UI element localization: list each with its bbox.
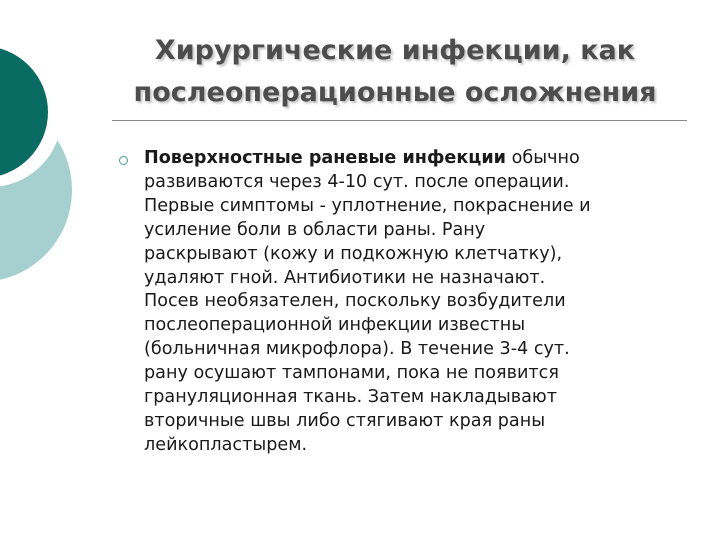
text-line-1-rest: обычно [505, 148, 580, 168]
text-line-3: Первые симптомы - уплотнение, покраснение и [144, 195, 591, 216]
dark-teal-circle [0, 46, 48, 178]
text-line-4: усиление боли в области раны. Рану [144, 219, 486, 240]
slide-title [105, 30, 685, 114]
text-line-8: послеоперационной инфекции известны [144, 315, 526, 336]
light-teal-circle [0, 98, 72, 282]
text-line-11: грануляционная ткань. Затем накладывают [144, 387, 557, 408]
text-line-13: лейкопластырем. [144, 434, 308, 455]
text-line-12: вторичные швы либо стягивают края раны [144, 410, 546, 431]
white-ring [0, 43, 62, 187]
title-line-1: Хирургические инфекции, как [154, 35, 636, 66]
bullet-circle-icon [119, 156, 128, 165]
text-line-10: рану осушают тампонами, пока не появится [144, 363, 559, 384]
text-line-2: развиваются через 4-10 сут. после операции. [144, 171, 570, 192]
text-line-6: удаляют гной. Антибиотики не назначают. [144, 267, 546, 288]
title-line-2: послеоперационные осложнения [133, 77, 657, 108]
text-line-9: (больничная микрофлора). В течение 3-4 сут. [144, 339, 570, 360]
text-line-1 [144, 147, 692, 171]
bullet-text [144, 147, 692, 458]
title-divider [112, 120, 687, 121]
decorative-circles [0, 0, 110, 300]
lead-term: Поверхностные раневые инфекции [144, 148, 506, 168]
text-line-5: раскрывают (кожу и подкожную клетчатку), [144, 243, 563, 264]
text-line-7: Посев необязателен, поскольку возбудители [144, 291, 566, 312]
